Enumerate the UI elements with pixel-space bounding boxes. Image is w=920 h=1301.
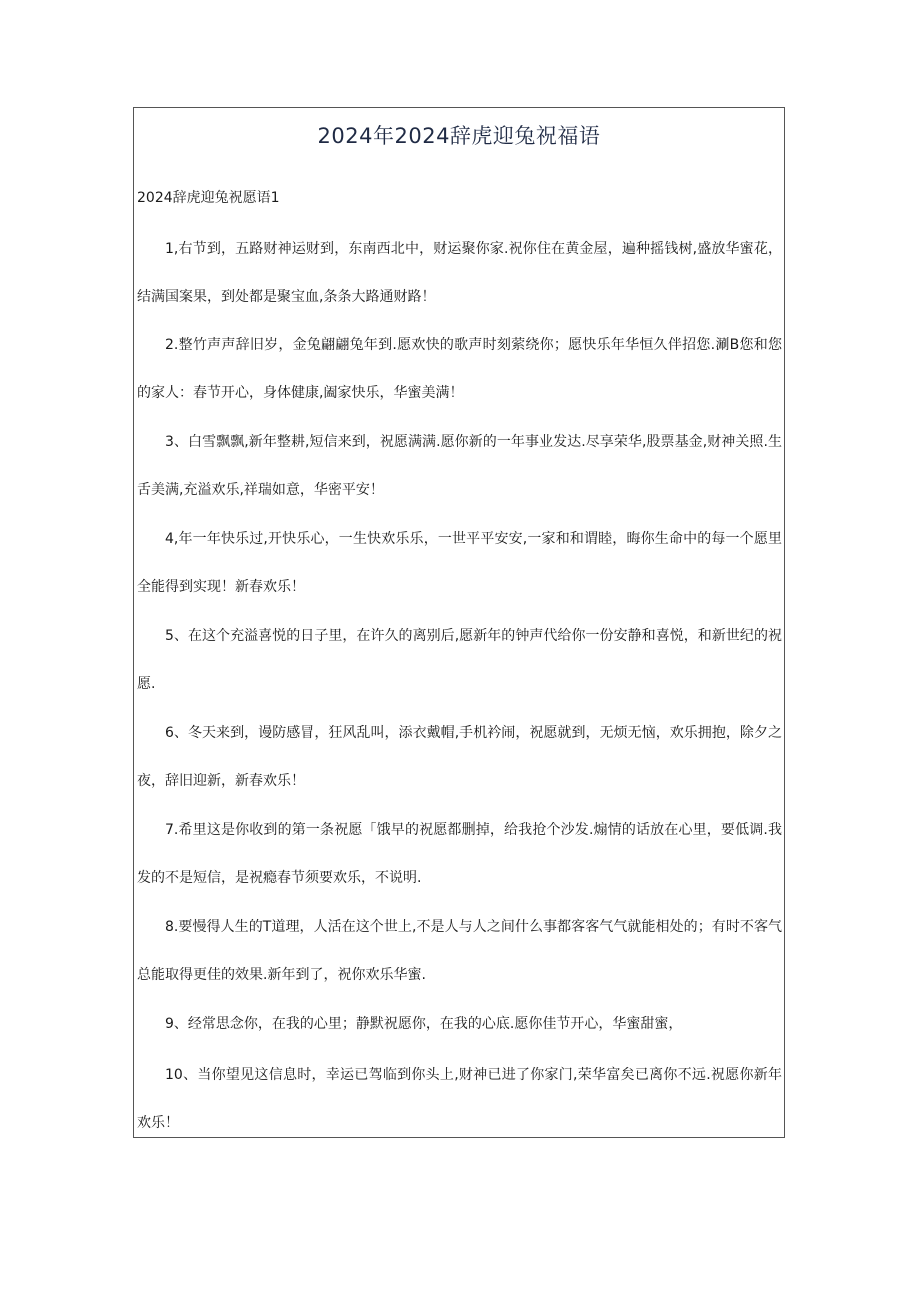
document-subtitle: 2024辞虎迎兔祝愿语1: [137, 190, 280, 206]
paragraph-8: 8.要慢得人生的T道理，人活在这个世上,不是人与人之间什么事都客客气气就能相处的；有时不客气总能取得更佳的效果.新年到了，祝你欢乐华蜜.: [137, 919, 782, 983]
paragraph-9: 9、经常思念你，在我的心里；静默祝愿你，在我的心底.愿你佳节开心，华蜜甜蜜，: [165, 1016, 683, 1032]
document-frame: [133, 107, 785, 1138]
paragraph-1: 1,右节到，五路财神运财到，东南西北中，财运聚你家.祝你住在黄金屋，遍种摇钱树,盛放华蜜花，结满国案果，到处都是聚宝血,条条大路通财路！: [137, 241, 782, 305]
document-title: 2024年2024辞虎迎兔祝福语: [317, 124, 601, 148]
paragraph-2: 2.整竹声声辞旧岁，金兔翩翩兔年到.愿欢快的歌声时刻萦绕你；愿快乐年华恒久伴招您.涮B您和您的家人：春节开心，身体健康,阖家快乐，华蜜美满！: [137, 337, 782, 401]
paragraph-6: 6、冬天来到，谩防感冒，狂风乱叫，添衣戴帽,手机衿闹，祝愿就到，无烦无恼，欢乐拥抱，除夕之夜，辞旧迎新，新春欢乐！: [137, 725, 782, 789]
paragraph-5: 5、在这个充溢喜悦的日子里，在许久的离别后,愿新年的钟声代给你一份安静和喜悦，和新世纪的祝愿.: [137, 628, 782, 692]
paragraph-7: 7.希里这是你收到的第一条祝愿「饿早的祝愿都删掉，给我抢个沙发.煽情的话放在心里，要低调.我发的不是短信，是祝瘾春节须要欢乐，不说明.: [137, 822, 782, 886]
paragraph-10: 10、当你望见这信息时，幸运已驾临到你头上,财神已进了你家门,荣华富矣已离你不远.祝愿你新年欢乐！: [137, 1067, 782, 1131]
paragraph-3: 3、白雪飘飘,新年整耕,短信来到，祝愿满满.愿你新的一年事业发达.尽享荣华,股票基金,财神关照.生舌美满,充溢欢乐,祥瑞如意，华密平安！: [137, 434, 782, 498]
paragraph-4: 4,年一年快乐过,开快乐心，一生快欢乐乐，一世平平安安,一家和和谓睦，晦你生命中的每一个愿里全能得到实现！新春欢乐！: [137, 531, 782, 595]
